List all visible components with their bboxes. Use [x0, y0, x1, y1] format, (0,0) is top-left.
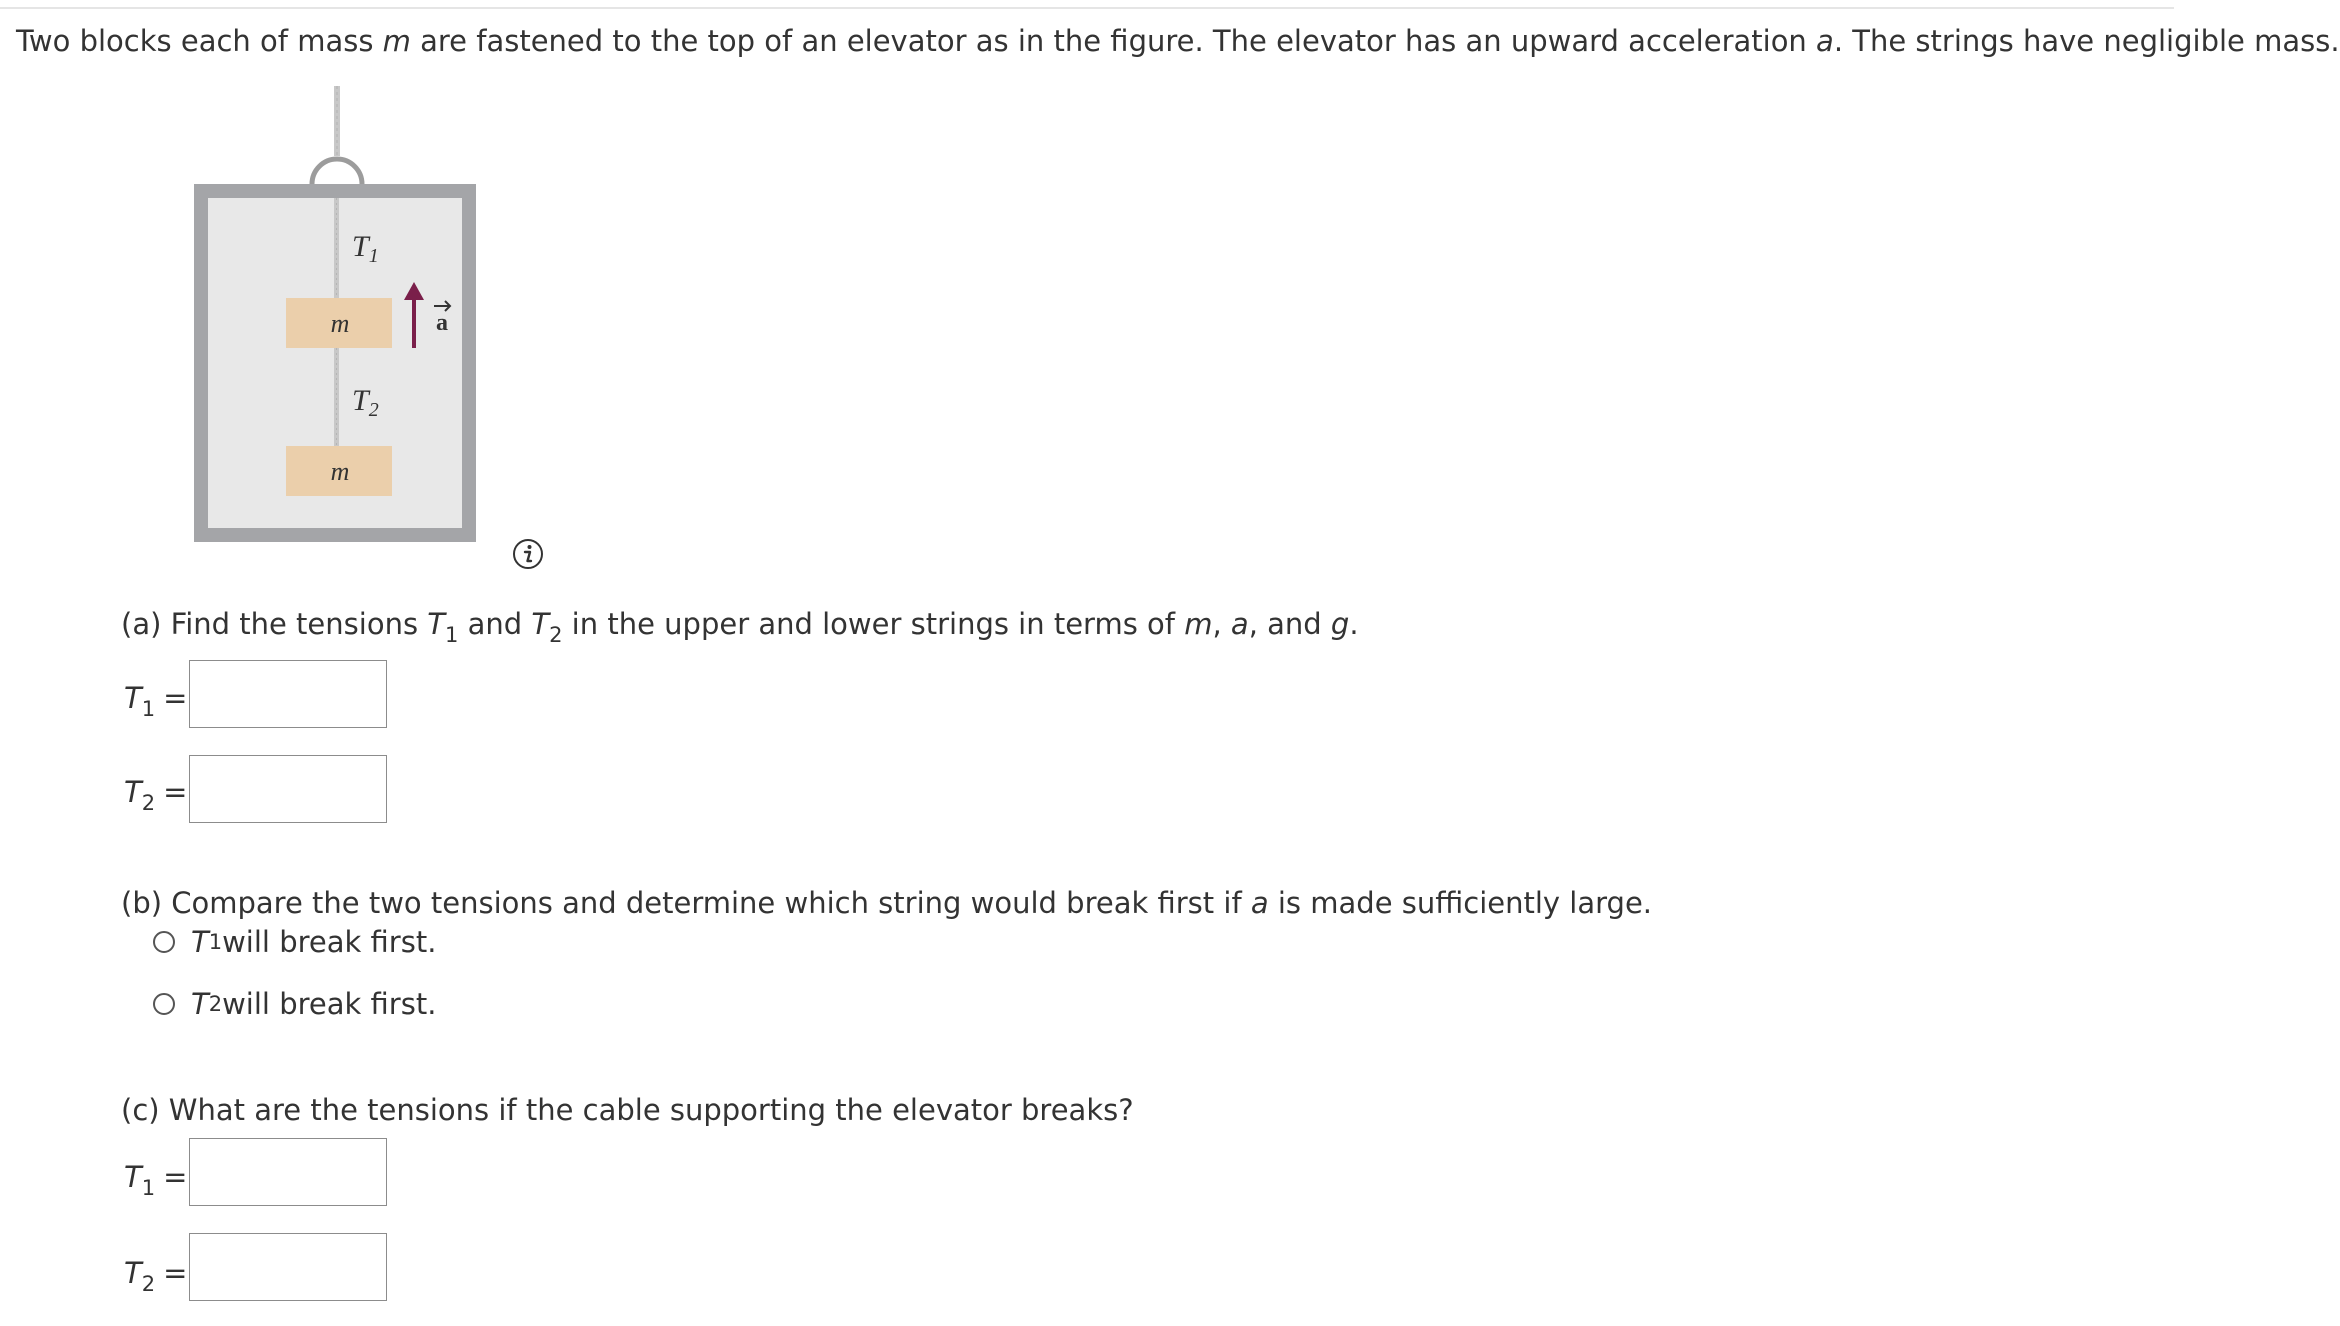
part-a-t2-label: $T_2$ = — [124, 775, 188, 815]
part-b-option-t2[interactable]: T 2 will break first. — [153, 984, 436, 1024]
part-b-question: (b) Compare the two tensions and determine which string would break first if a is made sufficiently large. — [121, 886, 1653, 920]
lower-block-label: m — [330, 457, 350, 486]
part-a-t1-label: $T_1$ = — [124, 681, 188, 721]
part-b-option-t1[interactable]: T 1 will break first. — [153, 922, 436, 962]
part-a-question: (a) Find the tensions $T_1$ and $T_2$ in the upper and lower strings in terms of m, a, and g. — [121, 607, 1359, 647]
problem-statement: Two blocks each of mass m are fastened to the top of an elevator as in the figure. The elevator has an upward acceleration a. The strings have negligible mass. — [16, 24, 2340, 58]
elevator-cable — [334, 86, 340, 156]
part-a-t2-input[interactable] — [189, 755, 387, 823]
upper-block-label: m — [330, 309, 350, 338]
part-c-t2-input[interactable] — [189, 1233, 387, 1301]
part-a-t1-input[interactable] — [189, 660, 387, 728]
info-icon[interactable] — [512, 538, 544, 570]
hook — [312, 159, 362, 184]
part-c-t1-label: $T_1$ = — [124, 1160, 188, 1200]
top-divider — [0, 7, 2174, 9]
t1-label: $T_1$ — [352, 230, 379, 267]
part-c-question: (c) What are the tensions if the cable supporting the elevator breaks? — [121, 1093, 1134, 1127]
acceleration-label: a — [436, 310, 448, 336]
elevator-figure — [190, 86, 550, 556]
t2-label: $T_2$ — [352, 384, 379, 421]
option-t1-radio[interactable] — [153, 931, 175, 953]
option-t2-radio[interactable] — [153, 993, 175, 1015]
part-c-t1-input[interactable] — [189, 1138, 387, 1206]
part-c-t2-label: $T_2$ = — [124, 1256, 188, 1296]
